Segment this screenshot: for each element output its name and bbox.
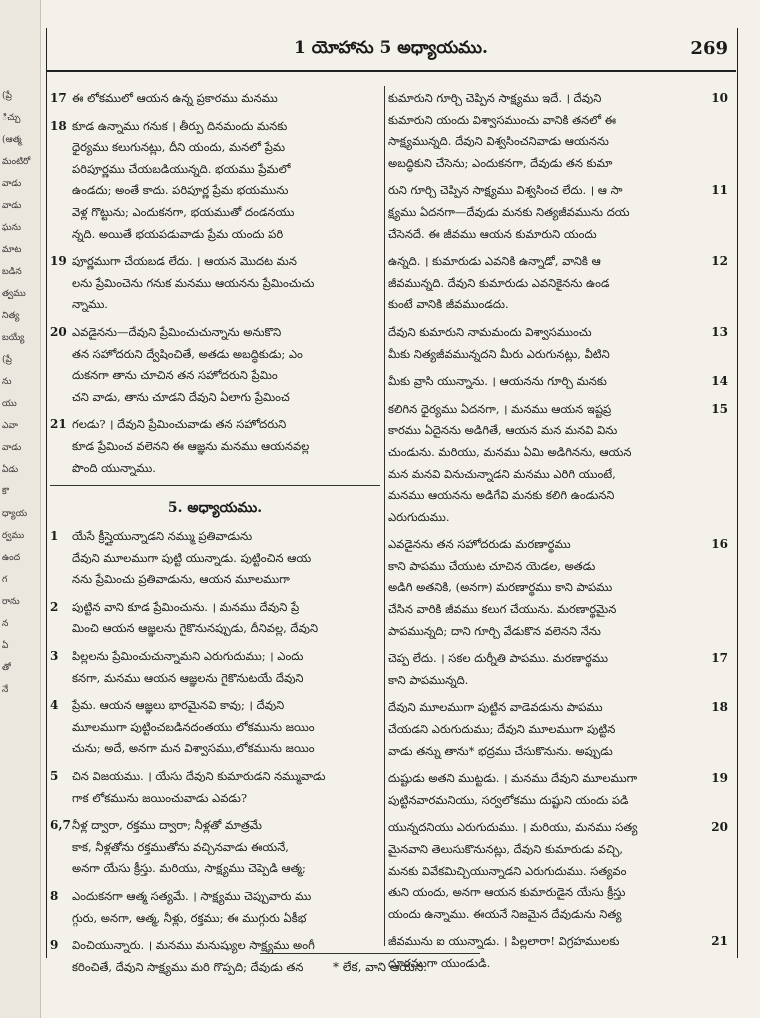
verse-line	[50, 569, 380, 591]
verse-text: గలడు? । దేవుని ప్రేమించువాడు తన సహోదరుని	[72, 417, 287, 432]
page-number: 269	[690, 38, 728, 59]
verse-text: వాడు తన్ను తాను* భద్రము చేసుకొనును. అప్పుడు	[388, 743, 613, 758]
verse-text: గ్గురు, అనగా, ఆత్మ, నీళ్లు, రక్తము; ఈ ముగ్గురు ఏకీభ	[72, 910, 307, 925]
verse-text: గాక లోకమును జయించువాడు ఎవడు?	[72, 790, 248, 805]
verse	[50, 526, 380, 591]
verse-text: దూరముగా యుండుడి.	[388, 955, 491, 970]
verse-line	[388, 180, 728, 202]
verse	[50, 886, 380, 929]
verse-line	[50, 717, 380, 739]
margin-text: మంటిరో	[2, 157, 31, 167]
verse	[50, 695, 380, 760]
verse-line	[388, 88, 728, 110]
margin-text: న	[2, 619, 9, 629]
margin-text: (ఆత్మ	[2, 135, 22, 145]
verse-number: 13	[711, 324, 728, 339]
verse-text: దేవుని మూలముగా పుట్టిన వాడెవడును పాపము	[388, 700, 603, 715]
margin-text: ర్వము	[2, 531, 25, 541]
verse-line	[388, 534, 728, 556]
verse-text: మీకు వ్రాసి యున్నాను. । ఆయనను గూర్చి మనకు	[388, 374, 607, 389]
verse-text: దేవుని మూలముగా పుట్టి యున్నాడు. పుట్టించిన ఆయ	[72, 550, 312, 565]
verse-number: 11	[711, 183, 728, 198]
verse-line	[388, 442, 728, 464]
verse-number: 18	[50, 118, 67, 133]
margin-text: కొ	[2, 487, 9, 497]
chapter-5-verses	[50, 526, 380, 978]
verse-text: చేసిన వారికి జీవము కలుగ చేయును. మరణార్థమైన	[388, 602, 617, 617]
verse-text: న్నది. అయితే భయపడువాడు ప్రేమ యందు పరి	[72, 226, 284, 241]
verse-number: 10	[711, 91, 728, 105]
margin-text: ిచ్చు	[2, 113, 21, 123]
verse-text: తన సహోదరుని ద్వేషించితే, అతడు అబద్ధికుడు; ఎం	[72, 346, 303, 361]
margin-text: బడిన	[2, 267, 22, 277]
verse	[50, 597, 380, 640]
verse-text: క్ష్యము ఏదనగా—దేవుడు మనకు నిత్యజీవమును దయ	[388, 204, 630, 219]
verse-line	[50, 908, 380, 930]
verse-text: యేసే క్రీస్తైయున్నాడని నమ్ము ప్రతివాడును	[72, 529, 253, 544]
verse	[388, 648, 728, 691]
verse-line	[50, 766, 380, 788]
verse	[50, 322, 380, 408]
verse-text: అనగా యేసు క్రీస్తు. మరియు, సాక్ష్యము చెప్పెడి ఆత్మ;	[72, 861, 306, 876]
margin-text: ఏ	[2, 641, 9, 651]
verse-line	[50, 815, 380, 837]
verse	[388, 251, 728, 316]
verse-line	[388, 931, 728, 953]
verse-number: 5	[50, 769, 59, 784]
verse-text: కలిగిన ధైర్యము ఏదనగా, । మనము ఆయన ఇష్టప్ర	[388, 401, 612, 416]
verse-line	[388, 485, 728, 507]
verse-text: తుని యందు, అనగా ఆయన కుమారుడైన యేసు క్రీస్తు	[388, 885, 626, 900]
verse-number: 9	[50, 938, 59, 953]
verse-text: ఉండదు; అంతే కాదు. పరిపూర్ణ ప్రేమ భయమును	[72, 183, 289, 198]
verse-text: రుని గూర్చి చెప్పిన సాక్ష్యము విశ్వసించ లేదు. । ఆ సా	[388, 183, 623, 198]
verse-text: ఎరుగుదుము.	[388, 509, 450, 524]
verse-number: 21	[711, 934, 728, 949]
margin-text: (ప్రే	[2, 355, 12, 365]
chapter-4-verses	[50, 88, 380, 479]
adjacent-page-edge	[0, 0, 41, 1018]
verse-text: పొంది యున్నాము.	[72, 460, 156, 475]
verse-text: కనగా, మనము ఆయన ఆజ్ఞలను గైకొనుటయే దేవుని	[72, 670, 304, 685]
verse-text: చిన విజయము. । యేసు దేవుని కుమారుడని నమ్మువాడు	[72, 769, 326, 784]
margin-text: వాడు	[2, 201, 22, 211]
verse-text: పిల్లలను ప్రేమించుచున్నామని ఎరుగుదుము; । ఎందు	[72, 649, 304, 664]
margin-text: త్వము	[2, 289, 26, 299]
verse	[388, 697, 728, 762]
verse-line	[50, 180, 380, 202]
verse-line	[388, 464, 728, 486]
verse-text: పరిపూర్ణము చేయబడియున్నది. భయము ప్రేమలో	[72, 161, 291, 176]
verse-text: కాక, నీళ్లతోను రక్తముతోను వచ్చినవాడు ఈయనే,	[72, 839, 289, 854]
verse-text: దుష్టుడు అతని ముట్టడు. । మనము దేవుని మూలముగా	[388, 771, 638, 786]
verse-line	[50, 116, 380, 138]
verse-text: యందు ఉన్నాము. ఈయనే నిజమైన దేవుడును నిత్య	[388, 906, 622, 921]
verse-text: పాపమున్నది; దాని గూర్చి వేడుకొన వలెనని నేను	[388, 623, 601, 638]
verse-number: 17	[711, 651, 728, 666]
verse-line	[388, 648, 728, 670]
verse-number: 19	[711, 771, 728, 786]
chapter-divider	[50, 485, 380, 486]
margin-text: (ప్రే	[2, 91, 12, 101]
verse-text: ఈ లోకములో ఆయన ఉన్న ప్రకారము మనము	[72, 91, 278, 105]
margin-text: ఎవా	[2, 421, 18, 431]
verse-text: అడిగి అతనికి, (అనగా) మరణార్థము కాని పాపము	[388, 580, 613, 595]
verse-line	[50, 458, 380, 480]
footnote: * లేక, వాని ఆయన.	[333, 960, 427, 974]
verse-text: చును; అదే, అనగా మన విశ్వాసము,లోకమును జయిం	[72, 741, 315, 756]
verse-text: కుమారుని గూర్చి చెప్పిన సాక్ష్యము ఇదే. । దేవుని	[388, 91, 602, 105]
verse-line	[388, 420, 728, 442]
verse-text: వెళ్ల గొట్టును; ఎందుకనగా, భయముతో దండనయు	[72, 204, 295, 219]
margin-text: గ	[2, 575, 8, 585]
verse-text: ఎవడైనను తన సహోదరుడు మరణార్థము	[388, 537, 571, 552]
verse-line	[388, 577, 728, 599]
verse	[388, 399, 728, 529]
verse-number: 8	[50, 889, 59, 903]
verse-line	[388, 768, 728, 790]
verse	[50, 414, 380, 479]
verse-text: దుకనగా తాను చూచిన తన సహోదరుని ప్రేమిం	[72, 368, 278, 383]
verse-line	[50, 597, 380, 619]
verse-line	[50, 526, 380, 548]
verse-line	[388, 507, 728, 529]
verse-line	[388, 697, 728, 719]
verse-text: అబద్ధికుని చేసెను; ఎందుకనగా, దేవుడు తన కుమా	[388, 155, 613, 170]
verse-line	[388, 202, 728, 224]
margin-text: ఘను	[2, 223, 21, 233]
verse-line	[388, 371, 728, 393]
verse-line	[388, 839, 728, 861]
verse	[388, 88, 728, 174]
verse-number: 3	[50, 649, 59, 664]
verse-line	[50, 159, 380, 181]
verse-text: పుట్టిన వాని కూడ ప్రేమించును. । మనము దేవుని ప్రే	[72, 599, 300, 614]
verse-text: ఉన్నది. । కుమారుడు ఎవనికి ఉన్నాడో, వానికి ఆ	[388, 254, 601, 269]
verse	[50, 116, 380, 246]
verse	[50, 88, 380, 110]
verse-number: 20	[50, 324, 67, 339]
verse-text: కుమారుని యందు విశ్వాసముంచు వానికి తనలో ఈ	[388, 112, 617, 127]
margin-text: మాట	[2, 245, 22, 255]
verse-number: 19	[50, 254, 67, 269]
verse-line	[388, 322, 728, 344]
margin-text: యు	[2, 399, 17, 409]
verse-line	[388, 344, 728, 366]
verse	[388, 322, 728, 365]
verse-text: మనకు వివేకమిచ్చియున్నాడని ఎరుగుదుము. సత్యవం	[388, 863, 627, 878]
margin-text: తో	[2, 663, 11, 673]
verse-text: జీవమున్నది. దేవుని కుమారుడు ఎవనికైనను ఉండ	[388, 275, 610, 290]
verse-line	[388, 670, 728, 692]
verse-text: దేవుని కుమారుని నామమందు విశ్వాసముంచు	[388, 324, 592, 339]
verse	[50, 815, 380, 880]
verse-line	[388, 224, 728, 246]
verse-text: కూడ ప్రేమించ వలెనని ఈ ఆజ్ఞను మనము ఆయనవల్ల	[72, 438, 310, 453]
verse-line	[50, 668, 380, 690]
verse-line	[388, 110, 728, 132]
verse-number: 2	[50, 599, 59, 614]
verse-text: చేయడని ఎరుగుదుము; దేవుని మూలముగా పుట్టిన	[388, 722, 616, 737]
verse	[388, 371, 728, 393]
verse	[388, 180, 728, 245]
verse-line	[50, 251, 380, 273]
verse-text: వించియున్నారు. । మనము మనుష్యుల సాక్ష్యము అంగీ	[72, 938, 315, 953]
verse-line	[50, 414, 380, 436]
column-divider	[384, 86, 385, 946]
verse-line	[50, 886, 380, 908]
verse-number: 21	[50, 417, 67, 432]
verse	[388, 768, 728, 811]
verse-line	[388, 251, 728, 273]
verse	[50, 766, 380, 809]
verse-line	[50, 294, 380, 316]
margin-text: వాడు	[2, 179, 22, 189]
page-header	[46, 28, 736, 72]
verse-line	[50, 137, 380, 159]
verse-number: 18	[711, 700, 728, 715]
verse-text: న్నాము.	[72, 297, 108, 312]
verse-text: లను ప్రేమించెను గనుక మనము ఆయనను ప్రేమించుచు	[72, 275, 315, 290]
verse-text: మనము ఆయనను అడిగేవి మనకు కలిగి ఉండునని	[388, 488, 615, 503]
verse-line	[50, 436, 380, 458]
verse-line	[388, 273, 728, 295]
margin-text: నే	[2, 685, 9, 695]
verse-line	[50, 387, 380, 409]
verse-text: ప్రేమ. ఆయన ఆజ్ఞలు భారమైనవి కావు; । దేవుని	[72, 698, 285, 713]
margin-text: ను	[2, 377, 12, 387]
margin-text: నిత్య	[2, 311, 20, 321]
verse-text: ధైర్యము కలుగునట్లు, దీని యందు, మనలో ప్రేమ	[72, 140, 286, 155]
verse-text: మించి ఆయన ఆజ్ఞలను గైకొనునప్పుడు, దీనివల్ల, దేవుని	[72, 621, 319, 636]
verse-line	[50, 618, 380, 640]
verse-line	[388, 904, 728, 926]
verse-text: చెప్ప లేదు. । సకల దుర్నీతి పాపము. మరణార్థము	[388, 651, 608, 666]
verse-text: మూలముగా పుట్టించబడినదంతయు లోకమును జయిం	[72, 719, 315, 734]
verse-line	[388, 399, 728, 421]
verse-line	[50, 837, 380, 859]
verse-line	[50, 695, 380, 717]
verse-text: పూర్ణముగా చేయబడ లేదు. । ఆయన మొదట మన	[72, 254, 297, 269]
verse-line	[50, 202, 380, 224]
margin-text: ధ్యాయ	[2, 509, 28, 519]
verse-text: కుంటే వానికి జీవముండదు.	[388, 297, 509, 312]
verse-line	[388, 621, 728, 643]
verse-text: కాని పాపము చేయుట చూచిన యెడల, అతడు	[388, 558, 596, 573]
verse-number: 12	[711, 254, 728, 269]
page-title: 1 యోహాను 5 అధ్యాయము.	[294, 38, 488, 58]
verse-text: నీళ్ల ద్వారా, రక్తము ద్వారా; నీళ్లతో మాత్రమే	[72, 818, 262, 833]
margin-text: రాను	[2, 597, 20, 607]
chapter-5-verses-continued	[388, 88, 728, 975]
verse-number: 1	[50, 529, 59, 544]
margin-text: ఉంద	[2, 553, 21, 563]
verse-line	[50, 858, 380, 880]
verse-line	[388, 556, 728, 578]
margin-text: బయ్యే	[2, 333, 25, 343]
verse-text: మీకు నిత్యజీవమున్నదని మీరు ఎరుగునట్లు, వీటిని	[388, 346, 610, 361]
margin-text: ఏడు	[2, 465, 19, 475]
verse	[50, 646, 380, 689]
verse-line	[50, 344, 380, 366]
verse-number: 4	[50, 698, 59, 713]
right-column	[388, 88, 728, 970]
verse	[388, 534, 728, 642]
verse-text: మైనవాని తెలుసుకొనునట్లు, దేవుని కుమారుడు వచ్చి,	[388, 842, 624, 856]
verse	[388, 817, 728, 925]
verse-line	[388, 861, 728, 883]
verse-line	[388, 882, 728, 904]
verse-text: కారము ఏదైనను అడిగితే, ఆయన మన మనవి విను	[388, 423, 618, 438]
verse-text: ఎందుకనగా ఆత్మ సత్యమే. । సాక్ష్యము చెప్పువారు ము	[72, 889, 312, 903]
verse-number: 17	[50, 91, 67, 105]
verse-line	[50, 646, 380, 668]
verse-text: చేసెనదే. ఈ జీవము ఆయన కుమారుని యందు	[388, 226, 597, 241]
margin-text: వాడు	[2, 443, 22, 453]
verse-line	[50, 322, 380, 344]
verse-line	[388, 599, 728, 621]
verse-line	[50, 548, 380, 570]
verse-line	[50, 788, 380, 810]
verse-line	[388, 741, 728, 763]
verse-line	[388, 817, 728, 839]
verse-line	[388, 790, 728, 812]
verse-line	[50, 738, 380, 760]
verse-text: నను ప్రేమించు ప్రతివాడును, ఆయన మూలముగా	[72, 572, 290, 587]
verse-line	[50, 273, 380, 295]
verse-text: మన మనవి వినుచున్నాడని మనము ఎరిగి యుంటే,	[388, 466, 616, 481]
verse-number: 15	[711, 401, 728, 416]
verse-number: 14	[711, 374, 728, 389]
verse-line	[388, 131, 728, 153]
verse-number: 20	[711, 820, 728, 835]
verse	[50, 251, 380, 316]
verse-text: జీవమును ఐ యున్నాడు. । పిల్లలారా! విగ్రహములకు	[388, 934, 620, 949]
verse-number: 16	[711, 537, 728, 552]
verse-text: చుండును. మరియు, మనము ఏమి అడిగినను, ఆయన	[388, 444, 632, 459]
verse-line	[50, 88, 380, 110]
verse-line	[388, 719, 728, 741]
verse-line	[50, 224, 380, 246]
verse-line	[388, 294, 728, 316]
verse-text: సాక్ష్యమున్నది. దేవుని విశ్వసించనివాడు ఆయనను	[388, 134, 609, 149]
verse-line	[388, 153, 728, 175]
verse-text: కాని పాపమున్నది.	[388, 672, 469, 687]
verse-number: 6,7	[50, 818, 71, 833]
verse-text: ఎవడైనను—దేవుని ప్రేమించుచున్నాను అనుకొని	[72, 324, 282, 339]
verse-text: కరించితే, దేవుని సాక్ష్యము మరి గొప్పది; దేవుడు తన	[72, 959, 304, 974]
footnote-rule	[260, 953, 480, 954]
verse-text: చని వాడు, తాను చూడని దేవుని ఏలాగు ప్రేమించ	[72, 389, 290, 404]
verse-line	[50, 365, 380, 387]
verse-text: కూడ ఉన్నాము గనుక । తీర్పు దినమందు మనకు	[72, 118, 288, 133]
verse-text: పుట్టినవారమనియు, సర్వలోకము దుష్టుని యందు పడి	[388, 792, 629, 807]
verse-text: యున్నదనియు ఎరుగుదుము. । మరియు, మనము సత్య	[388, 820, 638, 835]
chapter-heading: 5. అధ్యాయము.	[167, 500, 263, 517]
